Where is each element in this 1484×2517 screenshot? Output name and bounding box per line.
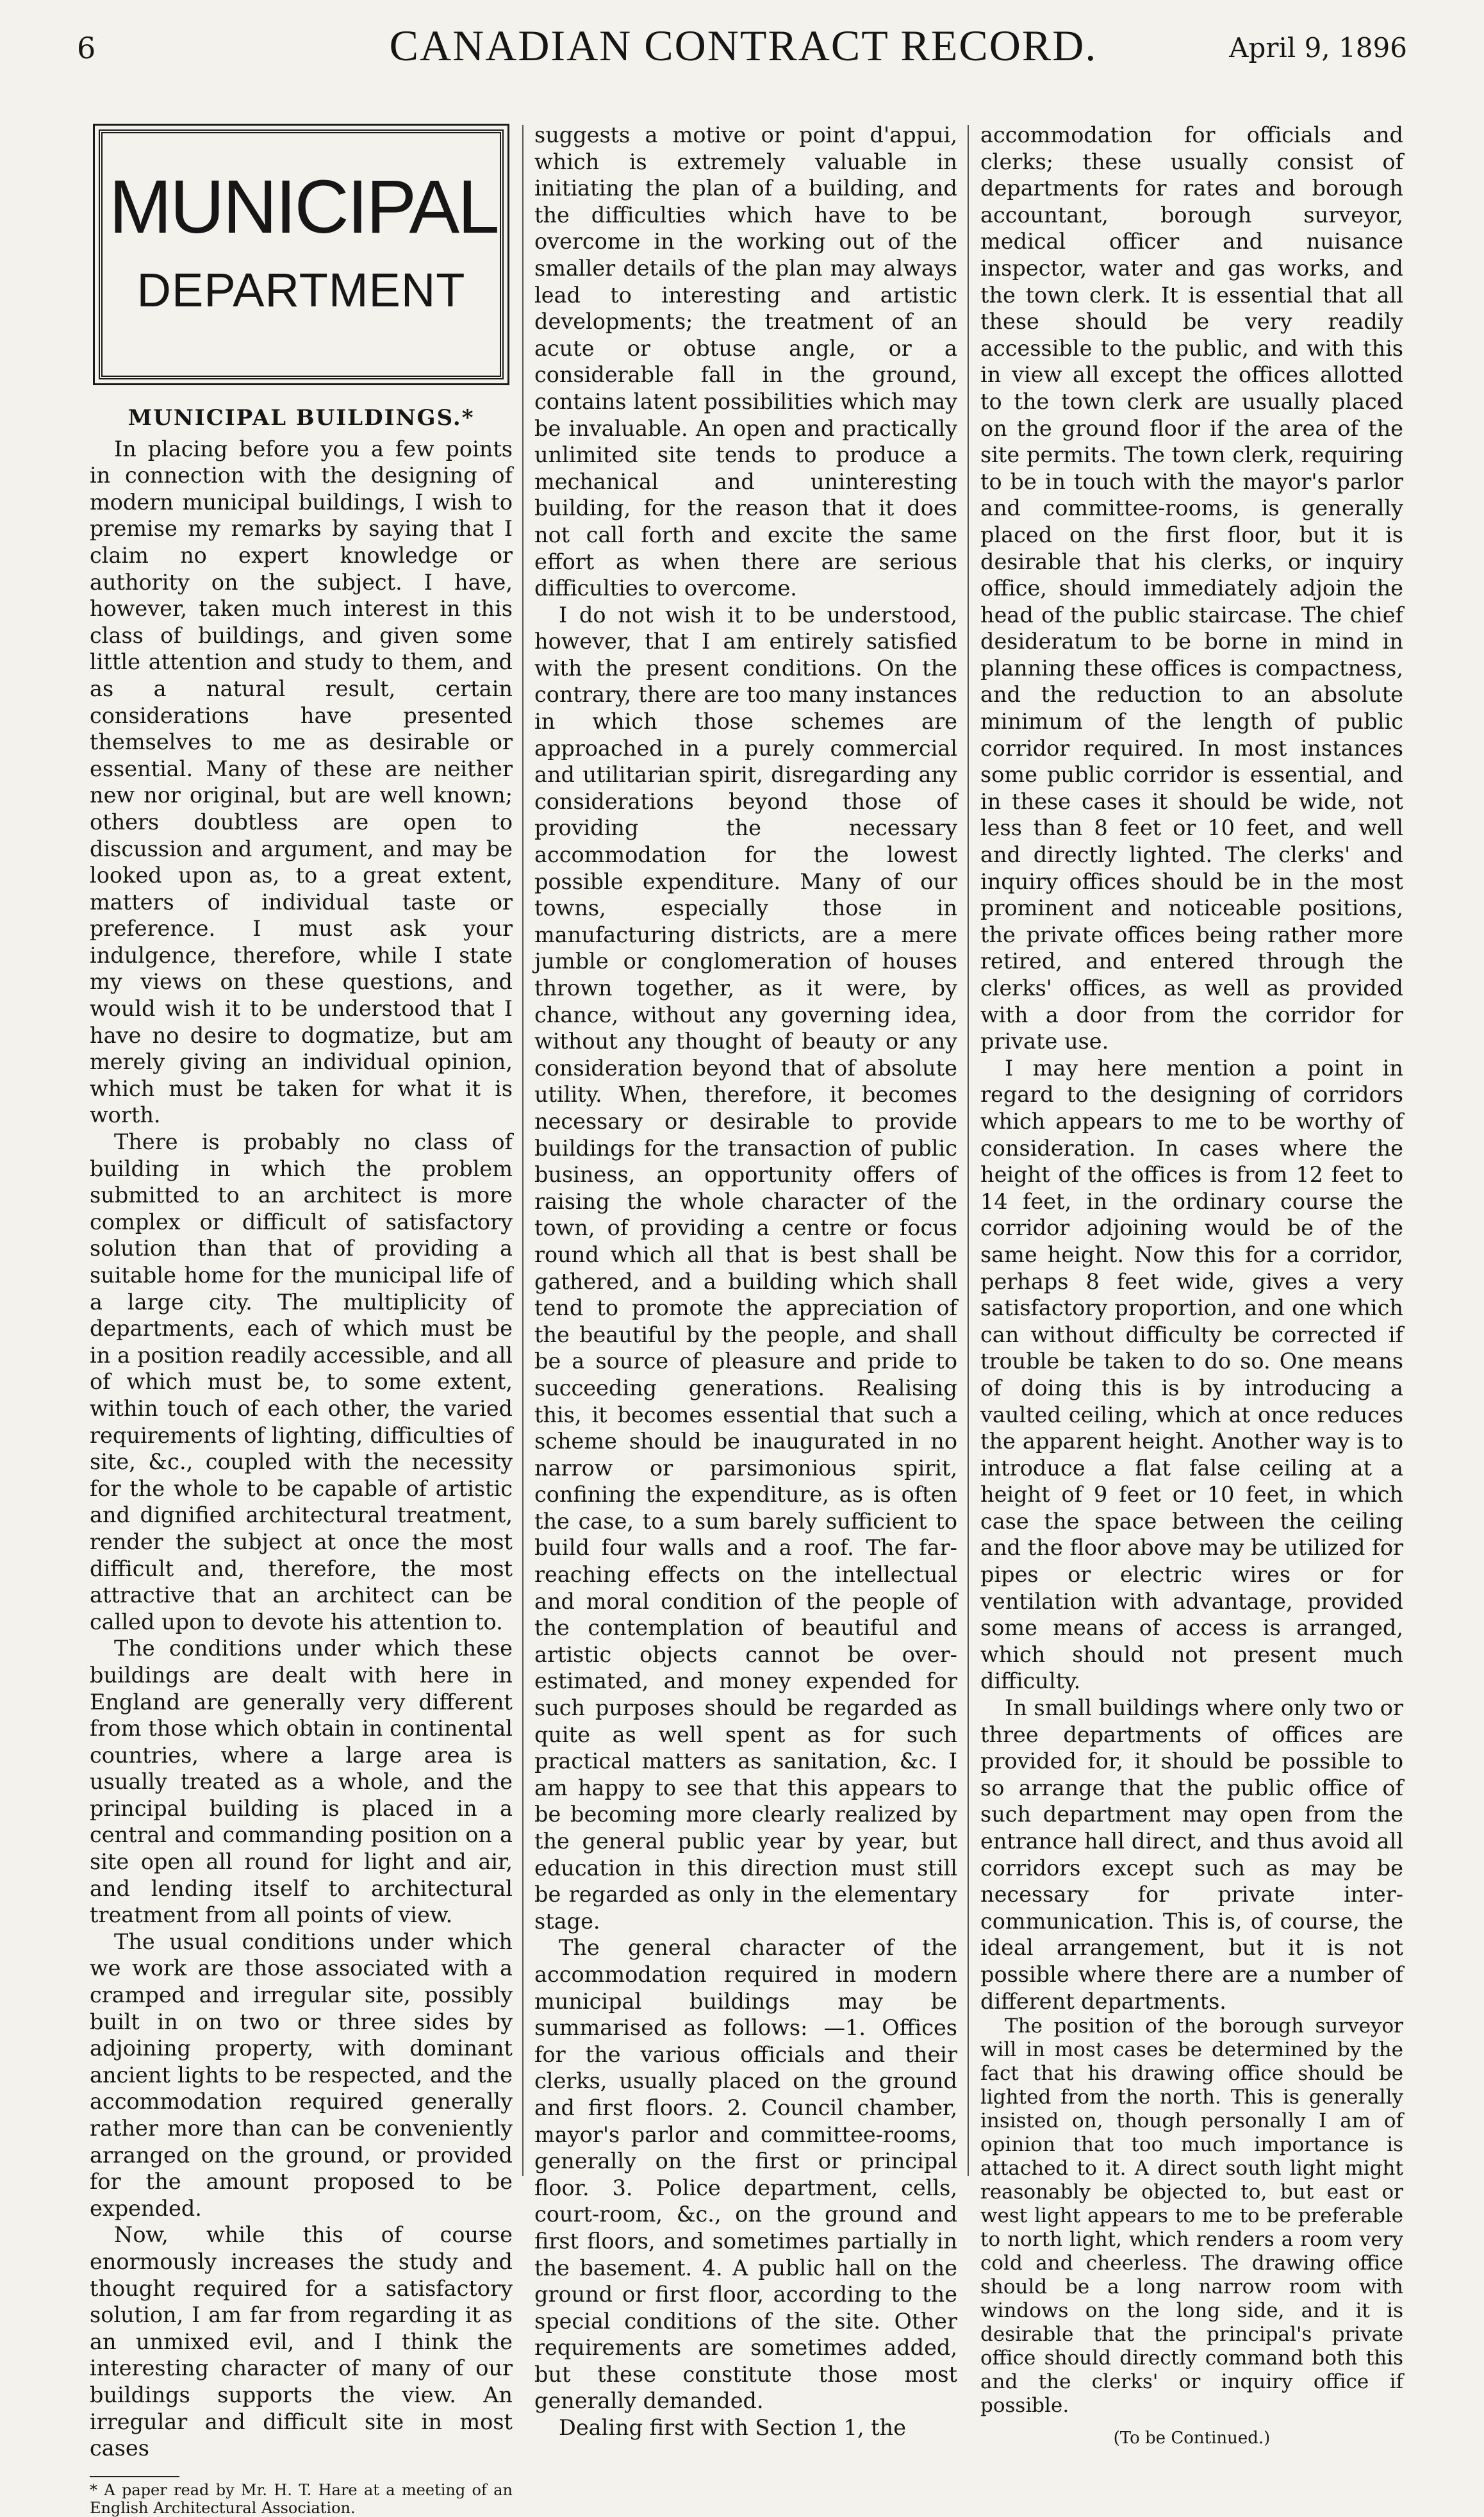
paragraph: I may here mention a point in regard to the designing of corridors which appears to me to be worthy of consideration. In cases where the height of the offices is from 12 feet to 14 feet, in the ordinary course the corridor adjoining would be of the same height. Now this for a corridor, perhaps 8 feet wide, gives a very satisfactory proportion, and one which can without difficulty be corrected if trouble be taken to do so. One means of doing this is by introducing a vaulted ceiling, which at once reduces the apparent height. Another way is to introduce a flat false ceiling at a height of 9 feet or 10 feet, in which case the space between the ceiling and the floor above may be utilized for pipes or electric wires or for ventilation with advantage, provided some means of access is arranged, which should not present much difficulty. (980, 1055, 1403, 1694)
journal-title: CANADIAN CONTRACT RECORD. (389, 21, 1098, 70)
paragraph: I do not wish it to be understood, however, that I am entirely satisfied with the present conditions. On the contrary, there are too many instances in which those schemes are approached in a purely commercial and utilitarian spirit, disregarding any considerations beyond those of providing the necessary accommodation for the lowest possible expenditure. Many of our towns, especially those in manufacturing districts, are a mere jumble or conglomeration of houses thrown together, as it were, by chance, without any governing idea, without any thought of beauty or any consideration beyond that of absolute utility. When, therefore, it becomes necessary or desirable to provide buildings for the transaction of public business, an opportunity offers of raising the whole character of the town, of providing a centre or focus round which all that is best shall be gathered, and a building which shall tend to promote the appreciation of the beautiful by the people, and shall be a source of pleasure and pride to succeeding generations. Realising this, it becomes essential that such a scheme should be inaugurated in no narrow or parsimonious spirit, confining the expenditure, as is often the case, to a sum barely sufficient to build four walls and a roof. The far-reaching effects on the intellectual and moral condition of the people of the contemplation of beautiful and artistic objects cannot be over-estimated, and money expended for such purposes should be regarded as quite as well spent as for such practical matters as sanitation, &c. I am happy to see that this appears to be becoming more clearly realized by the general public year by year, but education in this direction must still be regarded as only in the elementary stage. (534, 602, 957, 1934)
paragraph: The position of the borough surveyor will in most cases be determined by the fact that his drawing office should be lighted from the north. This is generally insisted on, though personally I am of opinion that too much importance is attached to it. A direct south light might reasonably be objected to, but east or west light appears to me to be preferable to north light, which renders a room very cold and cheerless. The drawing office should be a long narrow room with windows on the long side, and it is desirable that the principal's private office should directly command both this and the clerks' or inquiry office if possible. (980, 2014, 1403, 2418)
paragraph: The conditions under which these buildings are dealt with here in England are generally very different from those which obtain in continental countries, where a large area is usually treated as a whole, and the principal building is placed in a central and commanding position on a site open all round for light and air, and lending itself to architectural treatment from all points of view. (90, 1636, 513, 1928)
paragraph: In placing before you a few points in connection with the designing of modern municipal buildings, I wish to premise my remarks by saying that I claim no expert knowledge or authority on the subject. I have, however, taken much interest in this class of buildings, and given some little attention and study to them, and as a natural result, certain considerations have presented themselves to me as desirable or essential. Many of these are neither new nor original, but are well known; others doubtless are open to discussion and argument, and may be looked upon as, to a great extent, matters of individual taste or preference. I must ask your indulgence, therefore, while I state my views on these questions, and would wish it to be understood that I have no desire to dogmatize, but am merely giving an individual opinion, which must be taken for what it is worth. (90, 436, 513, 1128)
department-subtitle: DEPARTMENT (136, 263, 466, 317)
paragraph: In small buildings where only two or three departments of offices are provided for, it should be possible to so arrange that the public office of such department may open from the entrance hall direct, and thus avoid all corridors except such as may be necessary for private inter-communication. This is, of course, the ideal arrangement, but it is not possible where there are a number of different departments. (980, 1695, 1403, 2014)
column-rule (522, 125, 524, 2176)
department-banner (99, 129, 504, 379)
column-rule (968, 125, 969, 2176)
footnote-rule (90, 2476, 179, 2477)
article-heading: MUNICIPAL BUILDINGS.* (128, 405, 475, 431)
department-title: MUNICIPAL (109, 165, 498, 249)
article-column-1 (90, 122, 513, 2517)
paragraph: Now, while this of course enormously increases the study and thought required for a satisfactory solution, I am far from regarding it as an unmixed evil, and I think the interesting character of many of our buildings supports the view. An irregular and difficult site in most cases (90, 2222, 513, 2461)
article-column-2 (534, 122, 957, 2441)
continued-note: (To be Continued.) (1113, 2429, 1271, 2448)
article-column-3 (980, 122, 1403, 2452)
paragraph: suggests a motive or point d'appui, which is extremely valuable in initiating the plan of a building, and the difficulties which have to be overcome in the working out of the smaller details of the plan may always lead to interesting and artistic developments; the treatment of an acute or obtuse angle, or a considerable fall in the ground, contains latent possibilities which may be invaluable. An open and practically unlimited site tends to produce a mechanical and uninteresting building, for the reason that it does not call forth and excite the same effort as when there are serious difficulties to overcome. (534, 122, 957, 601)
page-header (0, 0, 1484, 96)
paragraph: There is probably no class of building in which the problem submitted to an architect is more complex or difficult of satisfactory solution than that of providing a suitable home for the municipal life of a large city. The multiplicity of departments, each of which must be in a position readily accessible, and all of which must be, to some extent, within touch of each other, the varied requirements of lighting, difficulties of site, &c., coupled with the necessity for the whole to be capable of artistic and dignified architectural treatment, render the subject at once the most difficult and, therefore, the most attractive that an architect can be called upon to devote his attention to. (90, 1129, 513, 1634)
paragraph: Dealing first with Section 1, the (559, 2415, 907, 2441)
paragraph: The general character of the accommodation required in modern municipal buildings may be summarised as follows: —1. Offices for the various officials and their clerks, usually placed on the ground and first floors. 2. Council chamber, mayor's parlor and committee-rooms, generally on the first or principal floor. 3. Police department, cells, court-room, &c., on the ground and first floors, and sometimes partially in the basement. 4. A public hall on the ground or first floor, according to the special conditions of the site. Other requirements are sometimes added, but these constitute those most generally demanded. (534, 1935, 957, 2414)
issue-date: April 9, 1896 (1229, 32, 1407, 63)
footnote: * A paper read by Mr. H. T. Hare at a meeting of an English Architectural Association. (90, 2480, 513, 2517)
page-number: 6 (77, 31, 96, 65)
paragraph: accommodation for officials and clerks; these usually consist of departments for rates and borough accountant, borough surveyor, medical officer and nuisance inspector, water and gas works, and the town clerk. It is essential that all these should be very readily accessible to the public, and with this in view all except the offices allotted to the town clerk are usually placed on the ground floor if the area of the site permits. The town clerk, requiring to be in touch with the mayor's parlor and committee-rooms, is generally placed on the first floor, but it is desirable that his clerks, or inquiry office, should immediately adjoin the head of the public staircase. The chief desideratum to be borne in mind in planning these offices is compactness, and the reduction to an absolute minimum of the length of public corridor required. In most instances some public corridor is essential, and in these cases it should be wide, not less than 8 feet or 10 feet, and well and directly lighted. The clerks' and inquiry offices should be in the most prominent and noticeable positions, the private offices being rather more retired, and entered through the clerks' offices, as well as provided with a door from the corridor for private use. (980, 122, 1403, 1054)
paragraph: The usual conditions under which we work are those associated with a cramped and irregular site, possibly built in on two or three sides by adjoining property, with dominant ancient lights to be respected, and the accommodation required generally rather more than can be conveniently arranged on the ground, or provided for the amount proposed to be expended. (90, 1929, 513, 2221)
